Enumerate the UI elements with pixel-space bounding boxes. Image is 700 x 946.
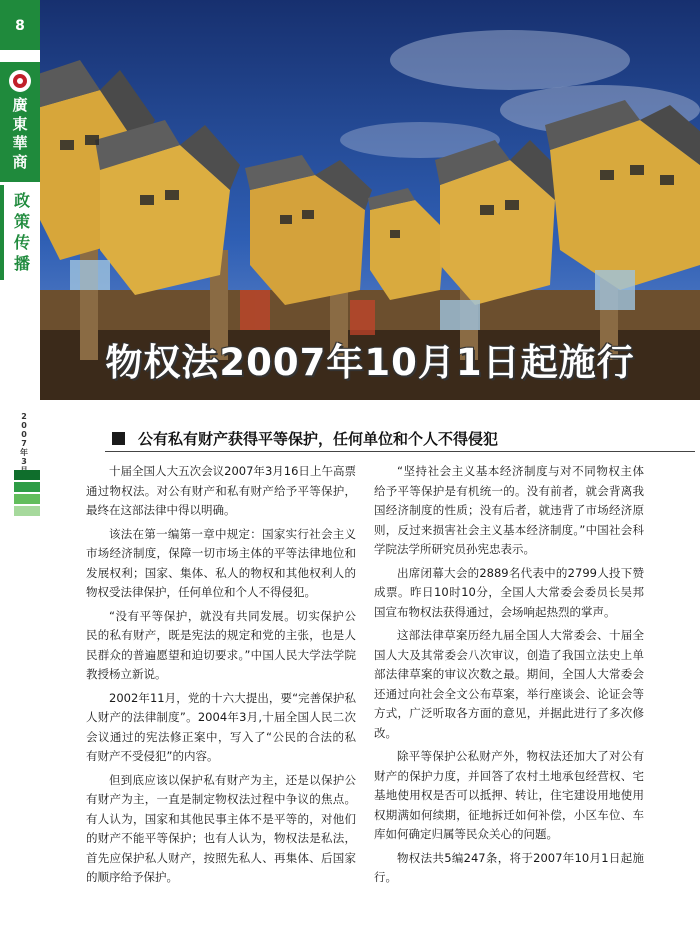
issue-date-char: 3 — [21, 457, 27, 466]
paragraph: 2002年11月，党的十六大提出，要“完善保护私人财产的法律制度”。2004年3月,十届全国人民二次会议通过的宪法修正案中，写入了“公民的合法的私有财产不受侵犯”的内容。 — [86, 690, 356, 763]
issue-date-char: 2 — [21, 412, 27, 421]
brand-char: 華 — [12, 134, 28, 152]
column-char: 播 — [13, 254, 30, 273]
issue-date-char: 0 — [21, 430, 27, 439]
logo-icon — [9, 70, 31, 92]
issue-date-char: 年 — [20, 448, 28, 457]
body-column-left — [86, 462, 356, 892]
headline: 物权法2007年10月1日起施行 — [105, 341, 635, 384]
color-bar — [14, 482, 40, 492]
column-char: 政 — [13, 191, 30, 210]
paragraph: 该法在第一编第一章中规定：国家实行社会主义市场经济制度，保障一切市场主体的平等法律地位和发展权利；国家、集体、私人的物权和其他权利人的物权受法律保护，任何单位和个人不得侵犯。 — [86, 526, 356, 599]
subtitle: 公有私有财产获得平等保护，任何单位和个人不得侵犯 — [138, 430, 499, 448]
body-column-right — [374, 462, 644, 892]
column-char: 策 — [13, 212, 30, 231]
hero-image — [40, 0, 700, 400]
paragraph: 这部法律草案历经九届全国人大常委会、十届全国人大及其常委会八次审议，创造了我国立法史上单部法律草案的审议次数之最。期间，全国人大常委会还通过向社会全文公布草案，举行座谈会、论证会等方式，广泛听取各方面的意见，并据此进行了多次修改。 — [374, 628, 644, 740]
issue-date — [18, 412, 30, 475]
issue-date-char: 7 — [21, 439, 27, 448]
brand-char: 商 — [12, 153, 28, 171]
paragraph: 物权法共5编247条，将于2007年10月1日起施行。 — [374, 850, 644, 884]
subtitle-divider — [105, 451, 695, 452]
issue-date-char: 0 — [21, 421, 27, 430]
brand-name — [0, 96, 40, 172]
color-bar — [14, 470, 40, 480]
side-color-bars — [14, 470, 40, 518]
paragraph: 出席闭幕大会的2889名代表中的2799人投下赞成票。昨日10时10分，全国人大常委会委员长吴邦国宣布物权法获得通过，会场响起热烈的掌声。 — [374, 565, 644, 619]
subtitle-square-icon — [112, 432, 125, 445]
column-char: 传 — [13, 233, 30, 252]
subtitle-row — [112, 428, 652, 450]
column-label — [4, 190, 40, 274]
brand-char: 東 — [12, 115, 28, 133]
color-bar — [14, 506, 40, 516]
color-bar — [14, 494, 40, 504]
brand-char: 廣 — [12, 96, 28, 114]
page-number: 8 — [15, 18, 25, 34]
paragraph: “坚持社会主义基本经济制度与对不同物权主体给予平等保护是有机统一的。没有前者，就会背离我国经济制度的性质；没有后者，就违背了市场经济原则，反过来损害社会主义基本经济制度。”中国社会科学院法学所研究员孙宪忠表示。 — [374, 464, 644, 556]
paragraph: 十届全国人大五次会议2007年3月16日上午高票通过物权法。对公有财产和私有财产给予平等保护，最终在这部法律中得以明确。 — [86, 464, 356, 517]
paragraph: 除平等保护公私财产外，物权法还加大了对公有财产的保护力度，并回答了农村土地承包经营权、宅基地使用权是否可以抵押、转让，住宅建设用地使用权期满如何续期，征地拆迁如何补偿，小区车位、车库如何确定归属等民众关心的问题。 — [374, 749, 644, 841]
paragraph: “没有平等保护，就没有共同发展。切实保护公民的私有财产，既是宪法的规定和党的主张，也是人民群众的普遍愿望和迫切要求。”中国人民大学法学院教授杨立新说。 — [86, 608, 356, 681]
paragraph: 但到底应该以保护私有财产为主，还是以保护公有财产为主，一直是制定物权法过程中争议的焦点。有人认为，国家和其他民事主体不是平等的，对他们的财产不能平等保护；也有人认为，物权法是私法，首先应保护私人财产，按照先私人、再集体、后国家的顺序给予保护。 — [86, 772, 356, 884]
